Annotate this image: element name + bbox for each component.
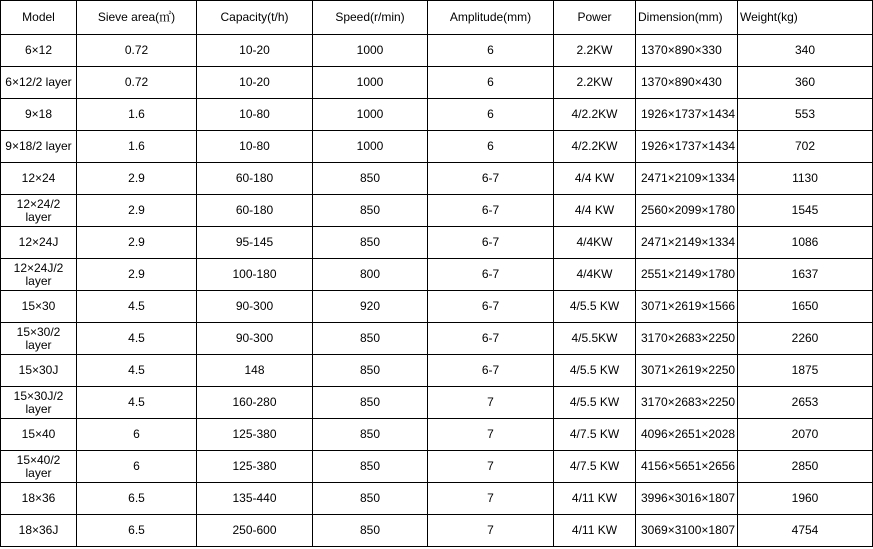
cell-dimension: 2471×2149×1334	[636, 227, 738, 259]
cell-speed: 850	[313, 451, 428, 483]
cell-speed: 850	[313, 483, 428, 515]
cell-model: 6×12/2 layer	[1, 67, 77, 99]
table-row	[1, 227, 873, 259]
table-row	[1, 259, 873, 291]
cell-power: 4/5.5KW	[554, 323, 636, 355]
cell-power: 2.2KW	[554, 35, 636, 67]
cell-amplitude: 6	[428, 99, 554, 131]
cell-amplitude: 6	[428, 67, 554, 99]
cell-model: 15×40/2 layer	[1, 451, 77, 483]
cell-power: 4/2.2KW	[554, 99, 636, 131]
cell-dimension: 3071×2619×1566	[636, 291, 738, 323]
cell-speed: 850	[313, 195, 428, 227]
cell-speed: 920	[313, 291, 428, 323]
cell-sieve-area: 6	[77, 419, 197, 451]
cell-capacity: 95-145	[197, 227, 313, 259]
cell-capacity: 125-380	[197, 451, 313, 483]
table-row	[1, 99, 873, 131]
cell-sieve-area: 4.5	[77, 323, 197, 355]
table-row	[1, 451, 873, 483]
cell-dimension: 3996×3016×1807	[636, 483, 738, 515]
cell-model: 12×24J	[1, 227, 77, 259]
cell-speed: 850	[313, 227, 428, 259]
cell-sieve-area: 4.5	[77, 291, 197, 323]
cell-model: 18×36J	[1, 515, 77, 547]
cell-amplitude: 6	[428, 131, 554, 163]
cell-capacity: 135-440	[197, 483, 313, 515]
cell-weight: 1637	[738, 259, 873, 291]
cell-dimension: 3071×2619×2250	[636, 355, 738, 387]
cell-capacity: 90-300	[197, 291, 313, 323]
cell-power: 2.2KW	[554, 67, 636, 99]
cell-model: 15×30/2 layer	[1, 323, 77, 355]
cell-dimension: 3170×2683×2250	[636, 323, 738, 355]
cell-sieve-area: 6	[77, 451, 197, 483]
cell-capacity: 148	[197, 355, 313, 387]
cell-capacity: 60-180	[197, 163, 313, 195]
cell-amplitude: 6-7	[428, 227, 554, 259]
cell-sieve-area: 2.9	[77, 259, 197, 291]
table-row	[1, 355, 873, 387]
table-row	[1, 291, 873, 323]
header-dimension: Dimension(mm)	[636, 1, 738, 35]
cell-power: 4/7.5 KW	[554, 419, 636, 451]
cell-power: 4/5.5 KW	[554, 355, 636, 387]
header-power: Power	[554, 1, 636, 35]
cell-power: 4/4 KW	[554, 195, 636, 227]
cell-speed: 850	[313, 163, 428, 195]
cell-weight: 1960	[738, 483, 873, 515]
cell-dimension: 1926×1737×1434	[636, 99, 738, 131]
cell-model: 9×18	[1, 99, 77, 131]
cell-amplitude: 6-7	[428, 163, 554, 195]
cell-capacity: 160-280	[197, 387, 313, 419]
cell-amplitude: 6-7	[428, 259, 554, 291]
cell-speed: 1000	[313, 99, 428, 131]
cell-model: 9×18/2 layer	[1, 131, 77, 163]
cell-amplitude: 6-7	[428, 323, 554, 355]
cell-speed: 850	[313, 515, 428, 547]
table-row	[1, 35, 873, 67]
cell-model: 12×24J/2 layer	[1, 259, 77, 291]
table-row	[1, 163, 873, 195]
table-body	[1, 35, 873, 547]
cell-amplitude: 7	[428, 419, 554, 451]
cell-power: 4/7.5 KW	[554, 451, 636, 483]
cell-sieve-area: 2.9	[77, 195, 197, 227]
cell-sieve-area: 6.5	[77, 483, 197, 515]
cell-amplitude: 6	[428, 35, 554, 67]
cell-power: 4/2.2KW	[554, 131, 636, 163]
cell-model: 12×24	[1, 163, 77, 195]
cell-speed: 1000	[313, 35, 428, 67]
table-row	[1, 515, 873, 547]
cell-model: 12×24/2 layer	[1, 195, 77, 227]
cell-speed: 850	[313, 355, 428, 387]
table-row	[1, 419, 873, 451]
cell-speed: 850	[313, 419, 428, 451]
cell-power: 4/5.5 KW	[554, 387, 636, 419]
cell-dimension: 3069×3100×1807	[636, 515, 738, 547]
cell-weight: 1545	[738, 195, 873, 227]
cell-weight: 2653	[738, 387, 873, 419]
cell-dimension: 2551×2149×1780	[636, 259, 738, 291]
cell-model: 6×12	[1, 35, 77, 67]
cell-sieve-area: 1.6	[77, 99, 197, 131]
cell-amplitude: 6-7	[428, 195, 554, 227]
header-row	[1, 1, 873, 35]
cell-power: 4/4KW	[554, 259, 636, 291]
cell-dimension: 1370×890×330	[636, 35, 738, 67]
cell-weight: 2260	[738, 323, 873, 355]
cell-sieve-area: 0.72	[77, 35, 197, 67]
header-amplitude: Amplitude(mm)	[428, 1, 554, 35]
cell-capacity: 100-180	[197, 259, 313, 291]
cell-amplitude: 7	[428, 515, 554, 547]
cell-model: 18×36	[1, 483, 77, 515]
cell-capacity: 10-20	[197, 35, 313, 67]
cell-weight: 340	[738, 35, 873, 67]
cell-speed: 850	[313, 323, 428, 355]
cell-model: 15×40	[1, 419, 77, 451]
header-speed: Speed(r/min)	[313, 1, 428, 35]
cell-weight: 553	[738, 99, 873, 131]
cell-amplitude: 6-7	[428, 291, 554, 323]
cell-capacity: 90-300	[197, 323, 313, 355]
cell-sieve-area: 2.9	[77, 227, 197, 259]
cell-weight: 2070	[738, 419, 873, 451]
cell-dimension: 2471×2109×1334	[636, 163, 738, 195]
cell-power: 4/4KW	[554, 227, 636, 259]
table-row	[1, 195, 873, 227]
cell-weight: 2850	[738, 451, 873, 483]
cell-dimension: 2560×2099×1780	[636, 195, 738, 227]
cell-sieve-area: 2.9	[77, 163, 197, 195]
cell-dimension: 1926×1737×1434	[636, 131, 738, 163]
cell-dimension: 4096×2651×2028	[636, 419, 738, 451]
cell-speed: 850	[313, 387, 428, 419]
cell-weight: 360	[738, 67, 873, 99]
cell-power: 4/5.5 KW	[554, 291, 636, 323]
cell-sieve-area: 6.5	[77, 515, 197, 547]
table-row	[1, 483, 873, 515]
header-weight: Weight(kg)	[738, 1, 873, 35]
cell-dimension: 1370×890×430	[636, 67, 738, 99]
cell-speed: 1000	[313, 67, 428, 99]
cell-sieve-area: 1.6	[77, 131, 197, 163]
cell-power: 4/11 KW	[554, 515, 636, 547]
cell-weight: 1130	[738, 163, 873, 195]
cell-capacity: 125-380	[197, 419, 313, 451]
cell-sieve-area: 0.72	[77, 67, 197, 99]
cell-model: 15×30J/2 layer	[1, 387, 77, 419]
cell-weight: 1875	[738, 355, 873, 387]
header-model: Model	[1, 1, 77, 35]
header-sieve-area: Sieve area(㎡)	[77, 1, 197, 35]
table-row	[1, 323, 873, 355]
cell-weight: 1086	[738, 227, 873, 259]
cell-capacity: 60-180	[197, 195, 313, 227]
cell-weight: 1650	[738, 291, 873, 323]
cell-capacity: 10-80	[197, 131, 313, 163]
table-row	[1, 67, 873, 99]
table-row	[1, 131, 873, 163]
table-row	[1, 387, 873, 419]
header-capacity: Capacity(t/h)	[197, 1, 313, 35]
cell-power: 4/11 KW	[554, 483, 636, 515]
cell-power: 4/4 KW	[554, 163, 636, 195]
cell-model: 15×30J	[1, 355, 77, 387]
cell-capacity: 10-80	[197, 99, 313, 131]
cell-dimension: 3170×2683×2250	[636, 387, 738, 419]
cell-weight: 4754	[738, 515, 873, 547]
cell-sieve-area: 4.5	[77, 355, 197, 387]
cell-model: 15×30	[1, 291, 77, 323]
cell-weight: 702	[738, 131, 873, 163]
cell-capacity: 250-600	[197, 515, 313, 547]
cell-speed: 800	[313, 259, 428, 291]
cell-sieve-area: 4.5	[77, 387, 197, 419]
cell-amplitude: 7	[428, 483, 554, 515]
cell-amplitude: 7	[428, 451, 554, 483]
cell-dimension: 4156×5651×2656	[636, 451, 738, 483]
cell-speed: 1000	[313, 131, 428, 163]
cell-amplitude: 6-7	[428, 355, 554, 387]
cell-amplitude: 7	[428, 387, 554, 419]
cell-capacity: 10-20	[197, 67, 313, 99]
